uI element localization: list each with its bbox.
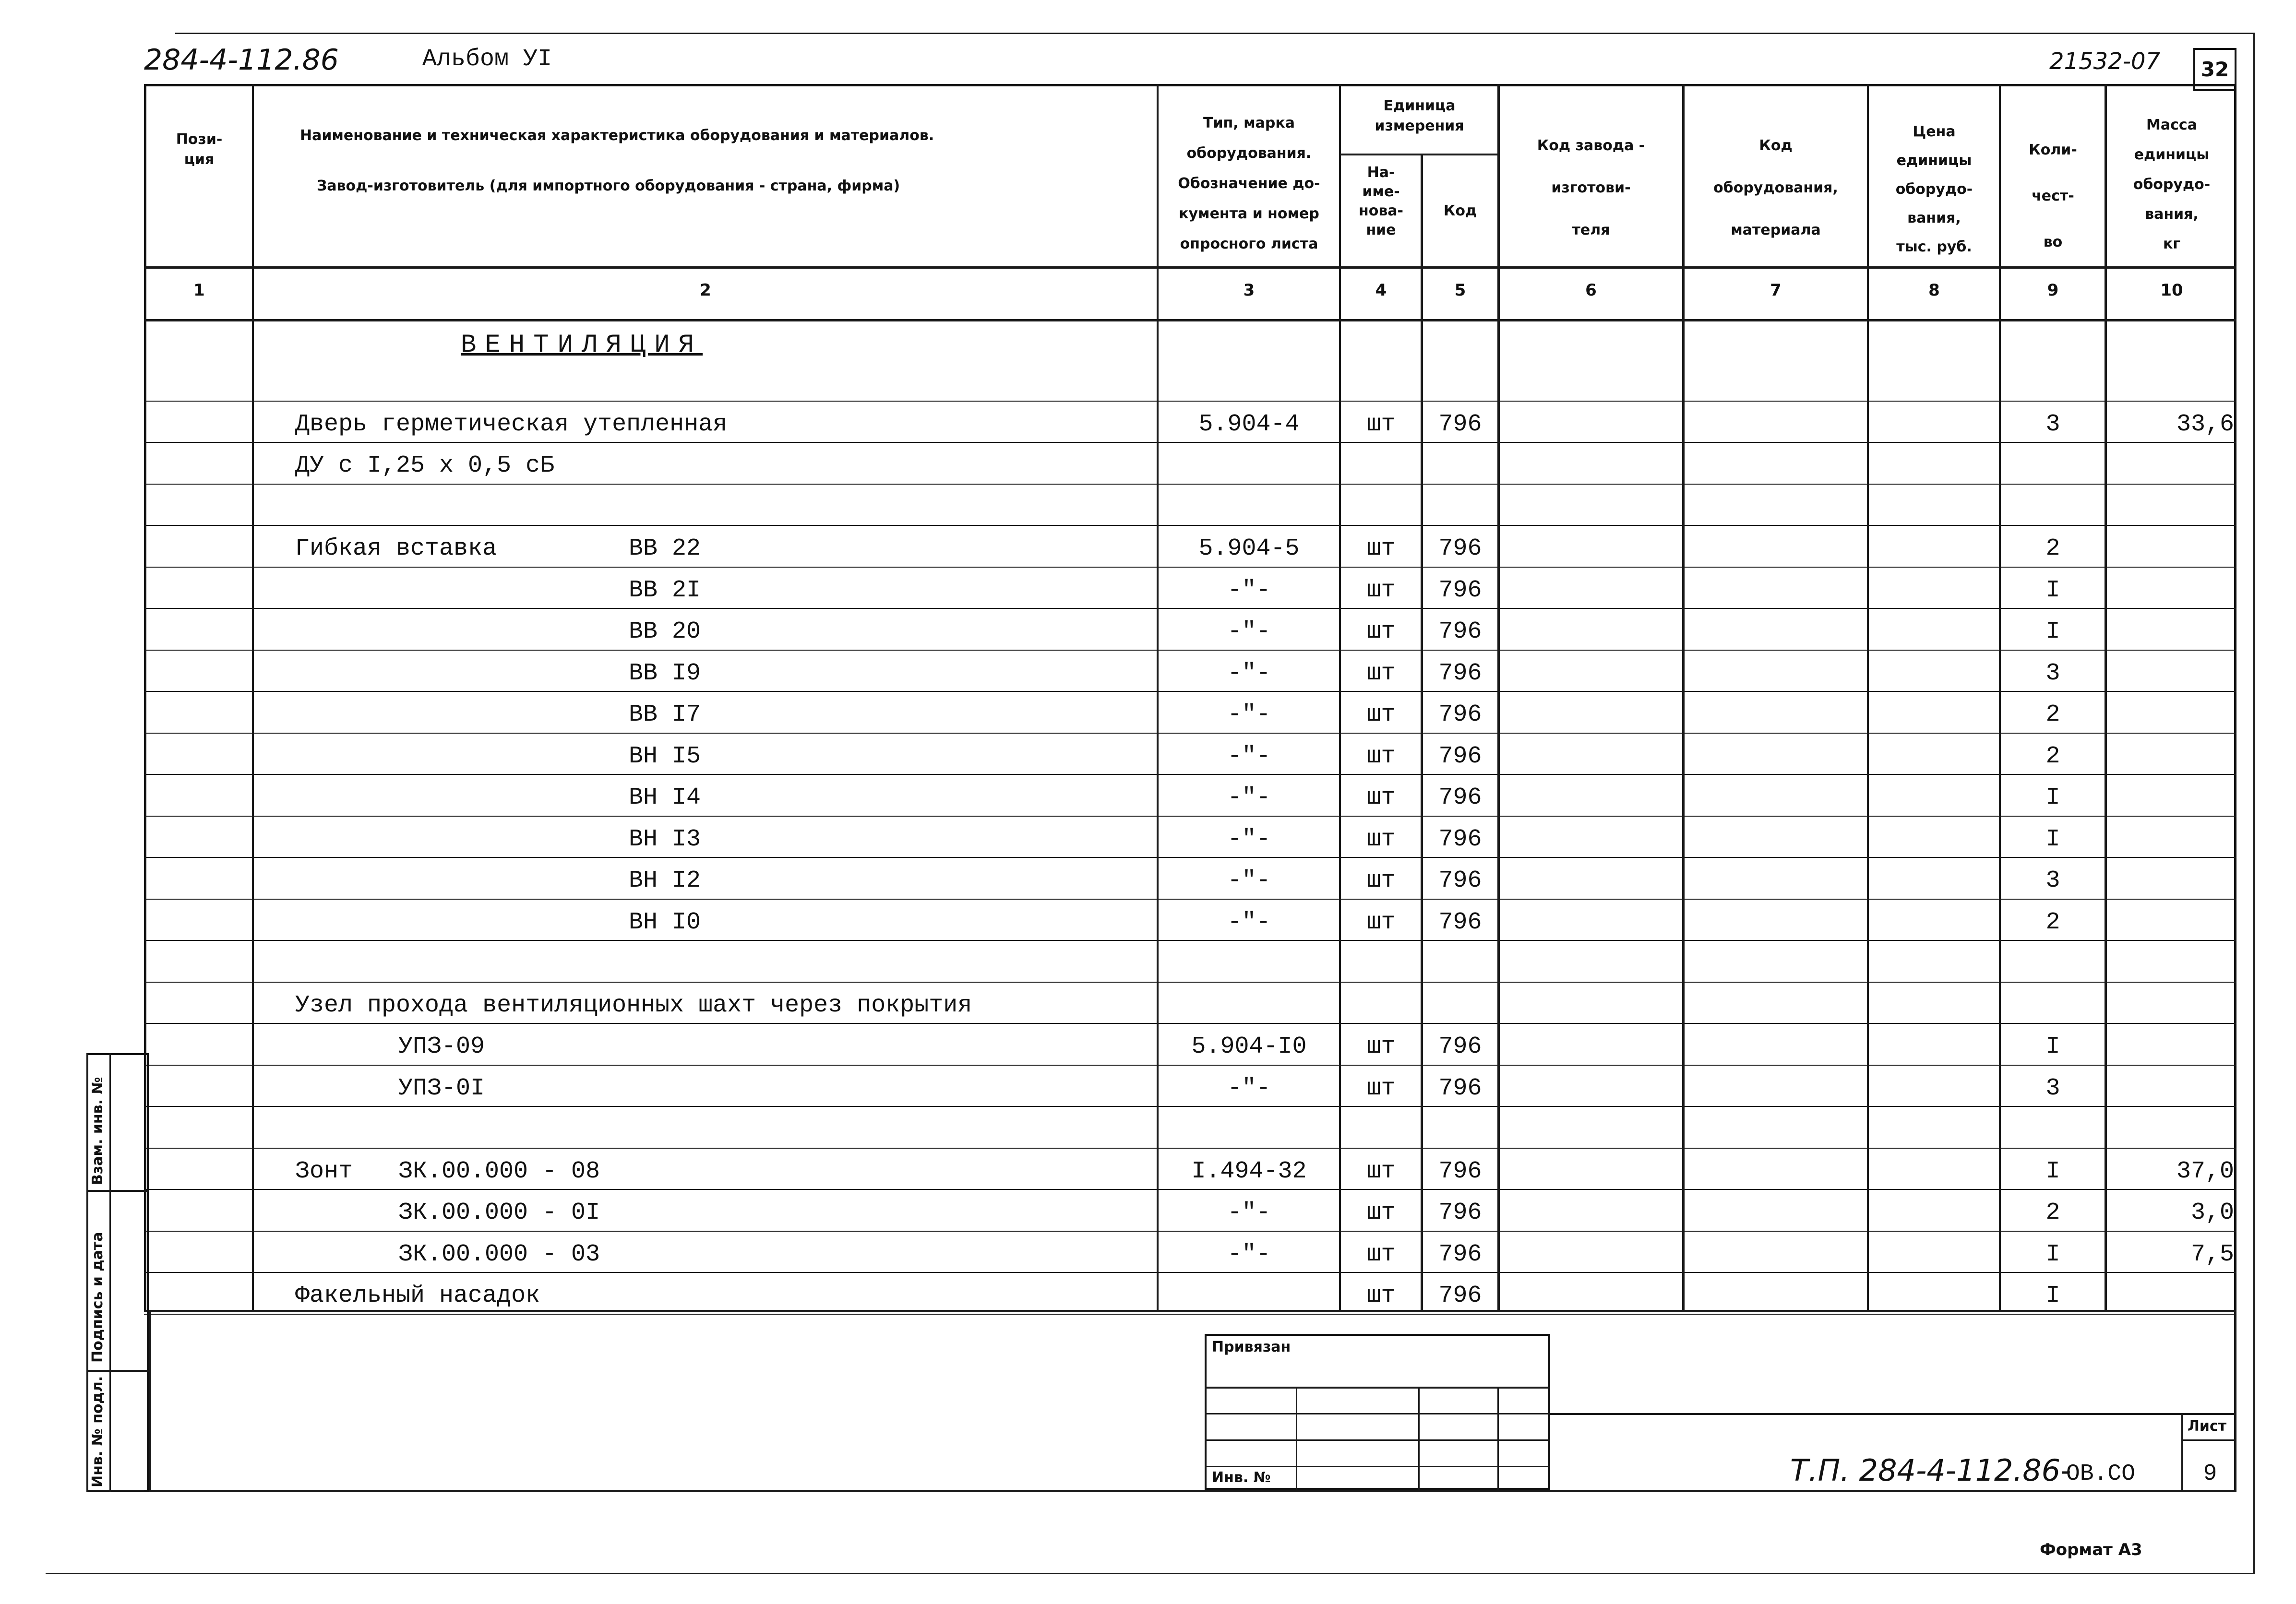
doc-code-suffix: ОВ.СО — [2066, 1461, 2136, 1487]
left-block-line — [149, 1310, 151, 1492]
row-qty: 2 — [2045, 742, 2060, 770]
row-unit: шт — [1366, 701, 1396, 728]
row-unit: шт — [1366, 410, 1396, 438]
row-qty: 3 — [2045, 867, 2060, 894]
col-line-7 — [1867, 84, 1869, 1312]
col7-header: Код оборудования, материала — [1713, 137, 1838, 238]
row-divider — [144, 484, 2236, 485]
page-top-number: 32 — [2193, 48, 2236, 91]
stamp-vline-3 — [1497, 1387, 1499, 1490]
col3-header: Тип, марка оборудования. Обозначение до- кумента и номер опросного листа — [1178, 115, 1320, 252]
column-number-9: 9 — [2047, 281, 2059, 300]
row-name: Дверь герметическая утепленная — [295, 410, 728, 438]
header-divider — [144, 266, 2236, 269]
row-unit: шт — [1366, 1033, 1396, 1060]
row-mass: 3,0 — [2190, 1199, 2234, 1226]
row-mark: УПЗ-0I — [398, 1074, 485, 1102]
row-divider — [144, 608, 2236, 609]
row-type: I.494-32 — [1191, 1157, 1307, 1185]
col-line-5 — [1497, 84, 1500, 1312]
row-subtype: ВН I0 — [629, 908, 701, 936]
row-divider — [144, 982, 2236, 983]
row-divider — [144, 899, 2236, 900]
row-name: Факельный насадок — [295, 1282, 540, 1309]
row-qty: 2 — [2045, 1199, 2060, 1226]
row-unit: шт — [1366, 742, 1396, 770]
col2-header-line2: Завод-изготовитель (для импортного оборудования - страна, фирма) — [317, 178, 900, 194]
col1-header: Пози- ция — [176, 131, 223, 168]
top-frame-line — [175, 33, 2253, 34]
col5-header: Код — [1443, 202, 1477, 219]
section-title: ВЕНТИЛЯЦИЯ — [461, 331, 703, 360]
col6-header: Код завода - изготови- теля — [1537, 137, 1645, 238]
row-type: -"- — [1227, 1074, 1271, 1102]
column-number-8: 8 — [1928, 281, 1940, 300]
row-qty: I — [2045, 1282, 2060, 1309]
row-subtype: ВН I3 — [629, 825, 701, 853]
column-number-1: 1 — [193, 281, 205, 300]
body-bottom-line — [144, 1310, 2236, 1312]
stamp-inv-label: Инв. № — [1212, 1469, 1271, 1486]
row-code: 796 — [1438, 701, 1482, 728]
col9-header: Коли- чест- во — [2029, 142, 2077, 250]
row-unit: шт — [1366, 908, 1396, 936]
row-divider — [144, 940, 2236, 941]
row-divider — [144, 567, 2236, 568]
row-mark: УПЗ-09 — [398, 1033, 485, 1060]
row-code: 796 — [1438, 867, 1482, 894]
bottom-frame-line — [46, 1573, 2255, 1574]
row-code: 796 — [1438, 576, 1482, 604]
row-divider — [144, 733, 2236, 734]
side-strip-left — [86, 1053, 88, 1492]
row-unit: шт — [1366, 867, 1396, 894]
row-divider — [144, 1189, 2236, 1190]
row-code: 796 — [1438, 825, 1482, 853]
right-frame-line — [2253, 33, 2255, 1573]
row-unit: шт — [1366, 1074, 1396, 1102]
row-type: 5.904-5 — [1198, 535, 1300, 562]
row-divider — [144, 1065, 2236, 1066]
side-label-inv-podl: Инв. № подл. — [89, 1376, 106, 1487]
row-type: 5.904-I0 — [1191, 1033, 1307, 1060]
row-subtype: ВН I4 — [629, 784, 701, 811]
side-strip-div-2 — [86, 1370, 149, 1372]
row-divider — [144, 1314, 2236, 1315]
bottom-block-line — [144, 1490, 2236, 1492]
unit-subdivider — [1339, 154, 1497, 155]
row-qty: 2 — [2045, 908, 2060, 936]
col-line-6 — [1682, 84, 1685, 1312]
row-qty: 3 — [2045, 410, 2060, 438]
doc-number-left: 284-4-112.86 — [144, 43, 339, 77]
row-divider — [144, 691, 2236, 692]
col-line-9 — [2105, 84, 2107, 1312]
row-type: -"- — [1227, 576, 1271, 604]
row-code: 796 — [1438, 784, 1482, 811]
title-block-top-line — [1550, 1413, 2236, 1415]
row-type: 5.904-4 — [1198, 410, 1300, 438]
row-type: -"- — [1227, 825, 1271, 853]
col-line-8 — [1999, 84, 2001, 1312]
row-type: -"- — [1227, 618, 1271, 645]
column-number-5: 5 — [1454, 281, 1466, 300]
row-code: 796 — [1438, 659, 1482, 687]
row-type: -"- — [1227, 784, 1271, 811]
numbers-divider — [144, 319, 2236, 321]
col4-header: На- име- нова- ние — [1358, 164, 1404, 238]
row-subtype: ВВ 2I — [629, 576, 701, 604]
row-code: 796 — [1438, 1240, 1482, 1268]
row-type: -"- — [1227, 659, 1271, 687]
column-number-4: 4 — [1375, 281, 1387, 300]
row-type: -"- — [1227, 1199, 1271, 1226]
row-code: 796 — [1438, 1199, 1482, 1226]
row-qty: 3 — [2045, 1074, 2060, 1102]
row-unit: шт — [1366, 1240, 1396, 1268]
row-subtype: ВВ 20 — [629, 618, 701, 645]
row-type: -"- — [1227, 908, 1271, 936]
row-qty: I — [2045, 784, 2060, 811]
column-number-10: 10 — [2160, 281, 2183, 300]
col-line-2 — [1157, 84, 1159, 1312]
row-divider — [144, 1272, 2236, 1273]
row-unit: шт — [1366, 618, 1396, 645]
row-divider — [144, 442, 2236, 443]
row-mark: ЗК.00.000 - 08 — [398, 1157, 600, 1185]
row-qty: I — [2045, 825, 2060, 853]
col8-header: Цена единицы оборудо- вания, тыс. руб. — [1895, 123, 1973, 255]
sheet-label: Лист — [2188, 1418, 2227, 1435]
column-number-3: 3 — [1243, 281, 1255, 300]
col-line-3 — [1339, 84, 1341, 1312]
row-unit: шт — [1366, 576, 1396, 604]
row-mark: ЗК.00.000 - 03 — [398, 1240, 600, 1268]
row-divider — [144, 774, 2236, 775]
row-type: -"- — [1227, 1240, 1271, 1268]
row-qty: I — [2045, 1157, 2060, 1185]
row-divider — [144, 401, 2236, 402]
row-divider — [144, 525, 2236, 526]
row-unit: шт — [1366, 535, 1396, 562]
row-divider — [144, 1148, 2236, 1149]
row-mark: ЗК.00.000 - 0I — [398, 1199, 600, 1226]
row-code: 796 — [1438, 1282, 1482, 1309]
row-subtype: ВН I5 — [629, 742, 701, 770]
row-subtype: ВВ I9 — [629, 659, 701, 687]
doc-number-right: 21532-07 — [2049, 48, 2161, 75]
row-name: Гибкая вставка — [295, 535, 497, 562]
row-divider — [144, 1231, 2236, 1232]
row-unit: шт — [1366, 825, 1396, 853]
column-number-2: 2 — [700, 281, 711, 300]
row-qty: I — [2045, 576, 2060, 604]
side-label-vzam: Взам. инв. № — [89, 1077, 106, 1185]
row-code: 796 — [1438, 1074, 1482, 1102]
side-strip-inner — [109, 1053, 111, 1492]
row-unit: шт — [1366, 1199, 1396, 1226]
format-label: Формат А3 — [2040, 1540, 2142, 1559]
row-mass: 7,5 — [2190, 1240, 2234, 1268]
row-code: 796 — [1438, 1157, 1482, 1185]
sheet-number: 9 — [2203, 1461, 2217, 1487]
row-qty: I — [2045, 618, 2060, 645]
sheet-box-left-line — [2181, 1413, 2183, 1490]
row-divider — [144, 816, 2236, 817]
row-name: ДУ с I,25 х 0,5 сБ — [295, 452, 555, 479]
col10-header: Масса единицы оборудо- вания, кг — [2133, 117, 2211, 252]
row-qty: 3 — [2045, 659, 2060, 687]
column-number-6: 6 — [1585, 281, 1597, 300]
row-type: -"- — [1227, 867, 1271, 894]
row-qty: 2 — [2045, 535, 2060, 562]
row-qty: 2 — [2045, 701, 2060, 728]
row-subtype: ВВ I7 — [629, 701, 701, 728]
row-code: 796 — [1438, 742, 1482, 770]
column-number-7: 7 — [1770, 281, 1782, 300]
row-code: 796 — [1438, 1033, 1482, 1060]
row-divider — [144, 1023, 2236, 1024]
row-unit: шт — [1366, 1282, 1396, 1309]
row-divider — [144, 650, 2236, 651]
doc-code: Т.П. 284-4-112.86- — [1790, 1453, 2071, 1488]
row-divider — [144, 1106, 2236, 1107]
row-subtype: ВВ 22 — [629, 535, 701, 562]
row-unit: шт — [1366, 784, 1396, 811]
row-qty: I — [2045, 1240, 2060, 1268]
col2-header-line1: Наименование и техническая характеристика оборудования и материалов. — [300, 127, 934, 144]
row-type: -"- — [1227, 701, 1271, 728]
row-mass: 33,6 — [2176, 410, 2234, 438]
col45-group-header: Единица измерения — [1375, 97, 1464, 134]
col-line-1 — [252, 84, 254, 1312]
row-mass: 37,0 — [2176, 1157, 2234, 1185]
stamp-linked-label: Привязан — [1212, 1339, 1291, 1355]
side-strip-div-1 — [86, 1190, 149, 1192]
album-label: Альбом УI — [422, 46, 552, 73]
sheet-box-mid-line — [2181, 1439, 2236, 1441]
row-qty: I — [2045, 1033, 2060, 1060]
row-name: Узел прохода вентиляционных шахт через покрытия — [295, 991, 972, 1019]
row-code: 796 — [1438, 410, 1482, 438]
side-label-podpis: Подпись и дата — [89, 1232, 106, 1363]
row-name: Зонт — [295, 1157, 353, 1185]
row-code: 796 — [1438, 535, 1482, 562]
row-unit: шт — [1366, 659, 1396, 687]
row-code: 796 — [1438, 908, 1482, 936]
row-code: 796 — [1438, 618, 1482, 645]
row-type: -"- — [1227, 742, 1271, 770]
right-block-line — [2234, 1310, 2236, 1492]
row-subtype: ВН I2 — [629, 867, 701, 894]
row-unit: шт — [1366, 1157, 1396, 1185]
stamp-vline-1 — [1296, 1387, 1297, 1490]
row-divider — [144, 857, 2236, 858]
stamp-vline-2 — [1418, 1387, 1420, 1490]
